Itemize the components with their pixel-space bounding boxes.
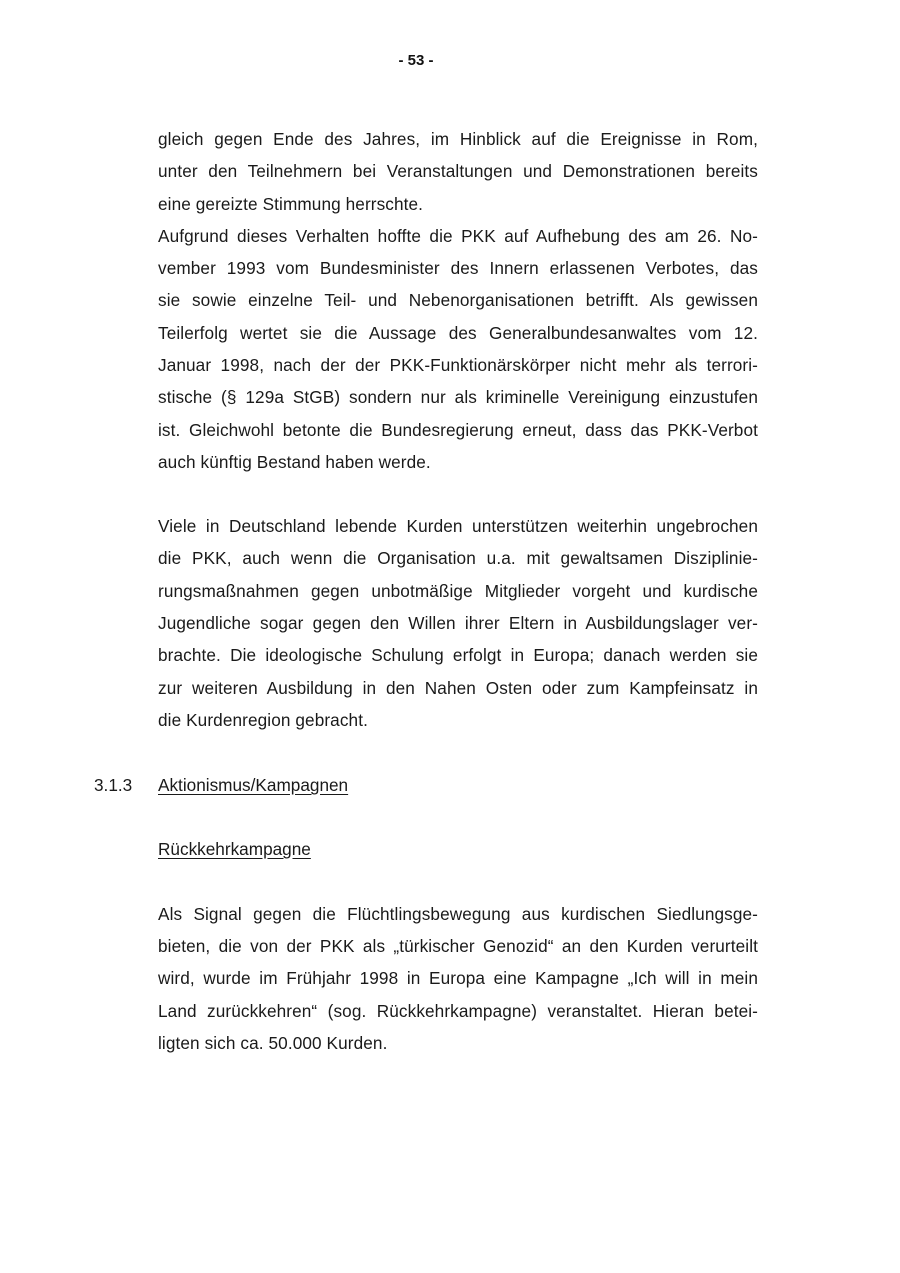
text-line: gleich gegen Ende des Jahres, im Hinblick auf die Ereignisse in Rom, xyxy=(158,129,758,149)
page-number: - 53 - xyxy=(398,52,434,69)
text-line: sie sowie einzelne Teil- und Nebenorganisationen betrifft. Als gewissen xyxy=(158,290,758,310)
text-line: brachte. Die ideologische Schulung erfolgt in Europa; danach werden sie xyxy=(158,645,758,665)
section-number: 3.1.3 xyxy=(94,775,133,795)
text-line: Aufgrund dieses Verhalten hoffte die PKK auf Aufhebung des am 26. No- xyxy=(158,226,758,246)
text-line: zur weiteren Ausbildung in den Nahen Osten oder zum Kampfeinsatz in xyxy=(158,678,758,698)
text-line: wird, wurde im Frühjahr 1998 in Europa eine Kampagne „Ich will in mein xyxy=(158,968,758,988)
text-line: bieten, die von der PKK als „türkischer Genozid“ an den Kurden verurteilt xyxy=(158,936,758,956)
text-line: vember 1993 vom Bundesminister des Innern erlassenen Verbotes, das xyxy=(158,258,758,278)
text-line: Als Signal gegen die Flüchtlingsbewegung aus kurdischen Siedlungsge- xyxy=(158,904,758,924)
text-line: Januar 1998, nach der der PKK-Funktionärskörper nicht mehr als terrori- xyxy=(158,355,758,375)
text-line: die Kurdenregion gebracht. xyxy=(158,710,368,730)
text-line: ist. Gleichwohl betonte die Bundesregierung erneut, dass das PKK-Verbot xyxy=(158,420,758,440)
text-line: rungsmaßnahmen gegen unbotmäßige Mitglieder vorgeht und kurdische xyxy=(158,581,758,601)
text-line: Teilerfolg wertet sie die Aussage des Generalbundesanwaltes vom 12. xyxy=(158,323,758,343)
subsection-heading: Rückkehrkampagne xyxy=(158,839,311,859)
text-line: eine gereizte Stimmung herrschte. xyxy=(158,194,424,214)
text-line: unter den Teilnehmern bei Veranstaltungen und Demonstrationen bereits xyxy=(158,161,758,181)
text-line: ligten sich ca. 50.000 Kurden. xyxy=(158,1033,388,1053)
text-line: stische (§ 129a StGB) sondern nur als kriminelle Vereinigung einzustufen xyxy=(158,387,758,407)
text-line: Viele in Deutschland lebende Kurden unterstützen weiterhin ungebrochen xyxy=(158,516,758,536)
text-line: die PKK, auch wenn die Organisation u.a. mit gewaltsamen Disziplinie- xyxy=(158,548,758,568)
text-line: Jugendliche sogar gegen den Willen ihrer Eltern in Ausbildungslager ver- xyxy=(158,613,758,633)
section-title: Aktionismus/Kampagnen xyxy=(158,775,349,795)
text-line: Land zurückkehren“ (sog. Rückkehrkampagne) veranstaltet. Hieran betei- xyxy=(158,1001,758,1021)
text-line: auch künftig Bestand haben werde. xyxy=(158,452,431,472)
